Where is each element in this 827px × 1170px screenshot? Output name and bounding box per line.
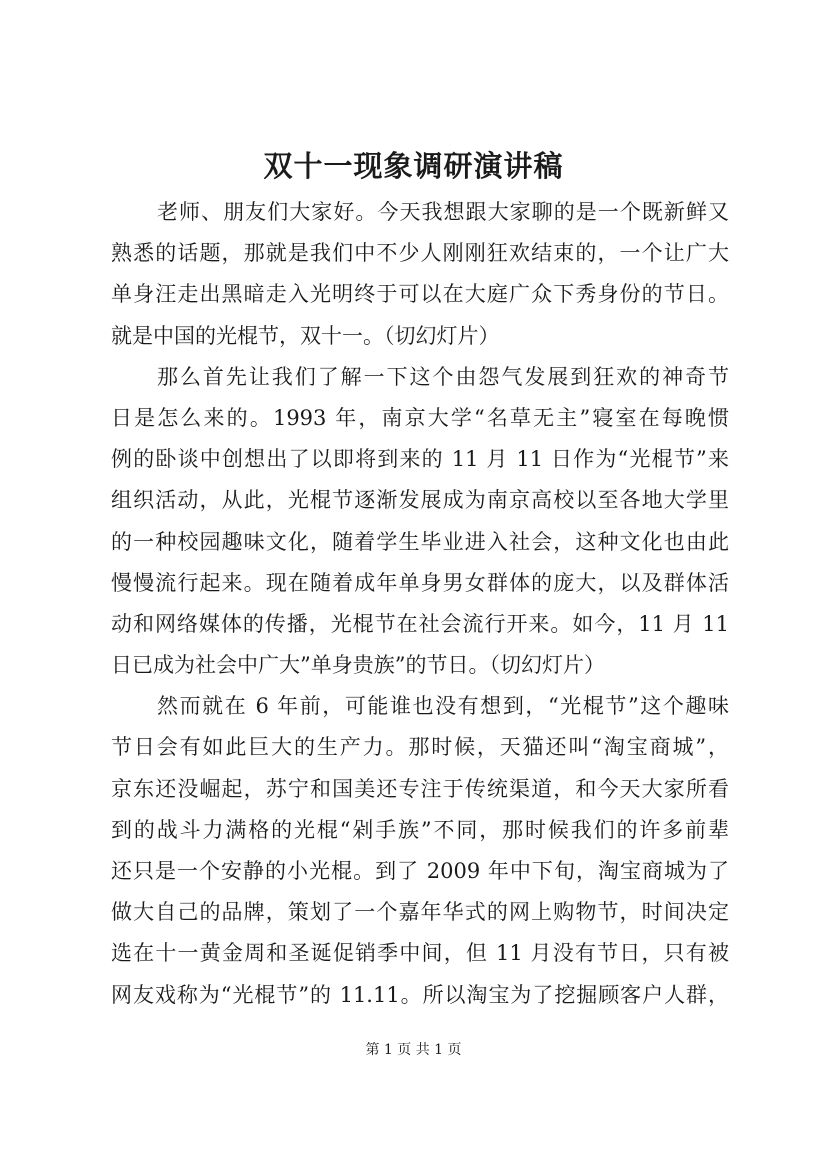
text-line: 节日会有如此巨大的生产力。那时候，天猫还叫“淘宝商城”，	[111, 735, 729, 760]
page-footer: 第 1 页 共 1 页	[365, 1042, 462, 1058]
text-line: 做大自己的品牌，策划了一个嘉年华式的网上购物节，时间决定	[111, 900, 729, 925]
text-line: 的一种校园趣味文化，随着学生毕业进入社会，这种文化也由此	[111, 529, 729, 554]
text-line: 到的战斗力满格的光棍“剁手族”不同，那时候我们的许多前辈	[111, 817, 729, 842]
text-line: 选在十一黄金周和圣诞促销季中间，但 11 月没有节日，只有被	[111, 941, 729, 966]
text-line: 单身汪走出黑暗走入光明终于可以在大庭广众下秀身份的节日。	[111, 282, 729, 307]
document-body	[111, 192, 729, 1016]
text-line: 老师、朋友们大家好。今天我想跟大家聊的是一个既新鲜又	[157, 200, 729, 224]
text-line: 熟悉的话题，那就是我们中不少人刚刚狂欢结束的，一个让广大	[111, 241, 729, 266]
text-line: 动和网络媒体的传播，光棍节在社会流行开来。如今，11 月 11	[111, 611, 729, 636]
text-line: 京东还没崛起，苏宁和国美还专注于传统渠道，和今天大家所看	[111, 776, 729, 801]
text-line: 那么首先让我们了解一下这个由怨气发展到狂欢的神奇节	[157, 364, 729, 389]
paragraph	[111, 192, 729, 357]
text-line: 慢慢流行起来。现在随着成年单身男女群体的庞大，以及群体活	[111, 570, 729, 595]
text-line: 还只是一个安静的小光棍。到了 2009 年中下旬，淘宝商城为了	[111, 859, 729, 883]
text-line: 网友戏称为“光棍节”的 11.11。所以淘宝为了挖掘顾客户人群，	[111, 982, 729, 1007]
paragraph	[111, 686, 729, 1016]
text-line: 然而就在 6 年前，可能谁也没有想到，“光棍节”这个趣味	[157, 694, 729, 719]
text-line: 日已成为社会中广大”单身贵族”的节日。（切幻灯片）	[111, 653, 605, 678]
text-line: 例的卧谈中创想出了以即将到来的 11 月 11 日作为“光棍节”来	[111, 447, 729, 472]
text-line: 日是怎么来的。1993 年，南京大学“名草无主”寝室在每晚惯	[111, 405, 729, 430]
paragraph	[111, 357, 729, 687]
text-line: 就是中国的光棍节，双十一。（切幻灯片）	[111, 323, 500, 348]
text-line: 组织活动，从此，光棍节逐渐发展成为南京高校以至各地大学里	[111, 488, 729, 513]
document-title: 双十一现象调研演讲稿	[263, 149, 564, 183]
